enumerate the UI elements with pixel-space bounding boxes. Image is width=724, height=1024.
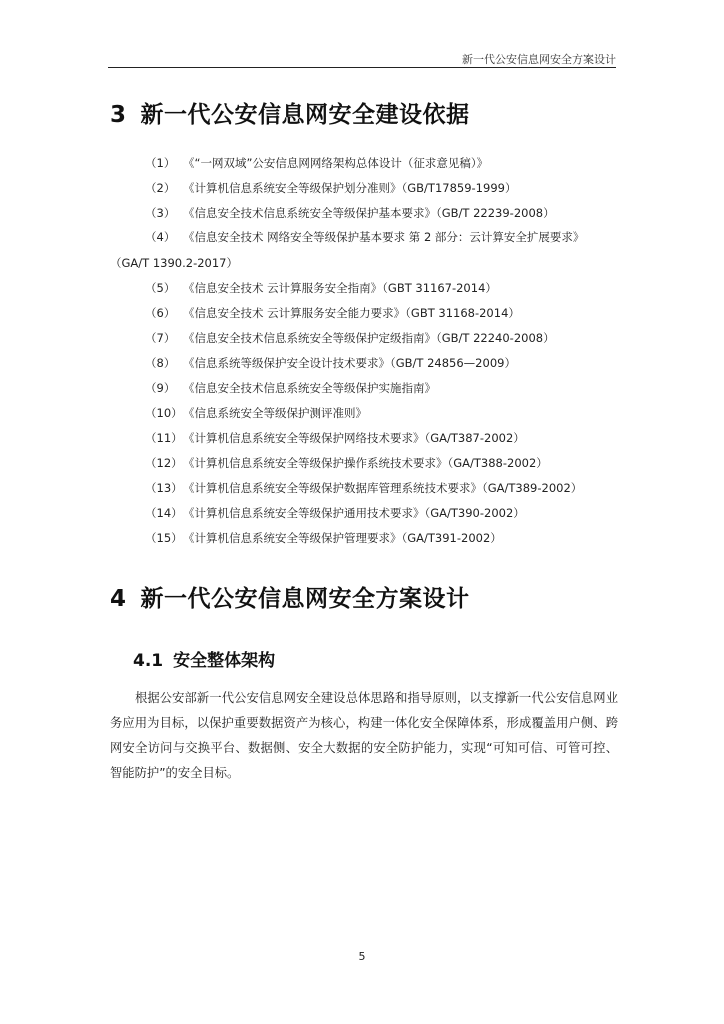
page-number: 5 xyxy=(358,950,366,963)
section-3-number: 3 xyxy=(110,102,127,128)
reference-item: （6） 《信息安全技术 云计算服务安全能力要求》（GBT 31168-2014） xyxy=(145,306,520,320)
reference-item: （4） 《信息安全技术 网络安全等级保护基本要求 第 2 部分：云计算安全扩展要求》（GA/T 1390.2-2017） xyxy=(110,230,585,270)
subsection-4-1-title: 安全整体架构 xyxy=(173,651,276,671)
running-header: 新一代公安信息网安全方案设计 xyxy=(462,53,616,66)
reference-item: （15）《计算机信息系统安全等级保护管理要求》（GA/T391-2002） xyxy=(145,531,502,545)
reference-item: （8） 《信息系统等级保护安全设计技术要求》（GB/T 24856—2009） xyxy=(145,356,516,370)
reference-item: （3） 《信息安全技术信息系统安全等级保护基本要求》（GB/T 22239-2008） xyxy=(145,206,555,220)
reference-item: （14）《计算机信息系统安全等级保护通用技术要求》（GA/T390-2002） xyxy=(145,506,525,520)
reference-item: （9） 《信息安全技术信息系统安全等级保护实施指南》 xyxy=(145,381,436,395)
section-4-heading xyxy=(110,580,470,613)
reference-item: （11）《计算机信息系统安全等级保护网络技术要求》（GA/T387-2002） xyxy=(145,431,525,445)
header-divider xyxy=(108,67,616,68)
subsection-4-1-heading xyxy=(133,646,275,671)
subsection-4-1-number: 4.1 xyxy=(133,651,164,671)
reference-item: （13）《计算机信息系统安全等级保护数据库管理系统技术要求》（GA/T389-2002） xyxy=(145,481,583,495)
body-paragraph: 根据公安部新一代公安信息网安全建设总体思路和指导原则，以支撑新一代公安信息网业务应用为目标，以保护重要数据资产为核心，构建一体化安全保障体系，形成覆盖用户侧、跨网安全访问与交换平台、数据侧、安全大数据的安全防护能力，实现“可知可信、可管可控、智能防护”的安全目标。 xyxy=(110,691,618,780)
section-3-heading xyxy=(110,96,470,129)
section-4-title: 新一代公安信息网安全方案设计 xyxy=(140,586,470,612)
reference-item: （1） 《“一网双域”公安信息网网络架构总体设计（征求意见稿）》 xyxy=(145,156,489,170)
section-3-title: 新一代公安信息网安全建设依据 xyxy=(140,102,470,128)
reference-item: （7） 《信息安全技术信息系统安全等级保护定级指南》（GB/T 22240-2008） xyxy=(145,331,555,345)
reference-item: （2） 《计算机信息系统安全等级保护划分准则》（GB/T17859-1999） xyxy=(145,181,517,195)
reference-item: （12）《计算机信息系统安全等级保护操作系统技术要求》（GA/T388-2002） xyxy=(145,456,548,470)
section-4-number: 4 xyxy=(110,586,127,612)
reference-item: （10）《信息系统安全等级保护测评准则》 xyxy=(145,406,367,420)
reference-item: （5） 《信息安全技术 云计算服务安全指南》（GBT 31167-2014） xyxy=(145,281,497,295)
